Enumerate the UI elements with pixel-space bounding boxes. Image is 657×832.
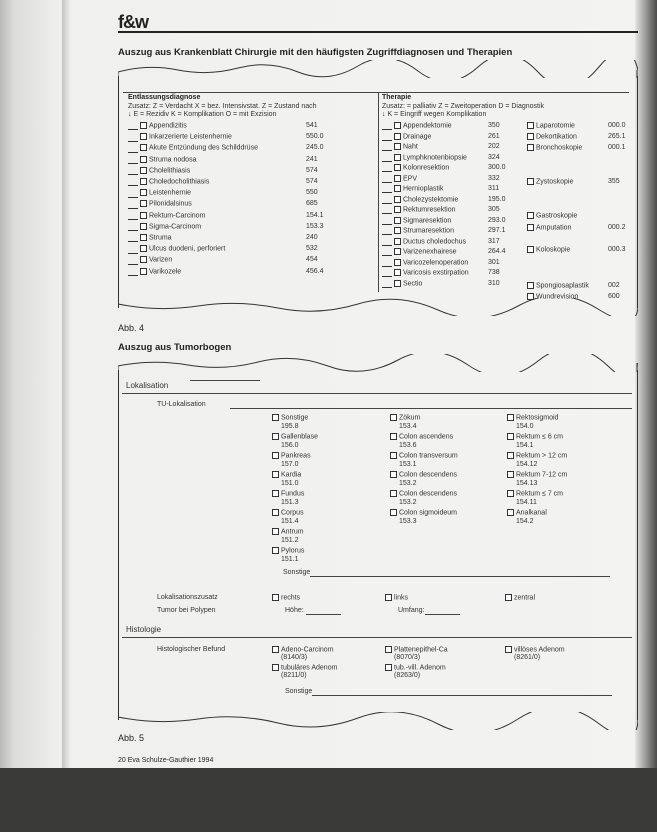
therapy-right-item: Gastroskopie (527, 212, 577, 220)
header-rule (118, 31, 638, 33)
diagnosis-item: Leistenhernie (128, 189, 191, 197)
checkbox[interactable] (507, 471, 514, 478)
checkbox[interactable] (140, 144, 147, 151)
tumor-location-option: Corpus (272, 509, 304, 517)
diagnosis-item-code: 454 (306, 256, 318, 264)
therapy-item: Kolonresektion (382, 164, 449, 172)
checkbox[interactable] (140, 122, 147, 129)
therapy-item: Cholezystektomie (382, 196, 458, 204)
diagnosis-item-code: 153.3 (306, 222, 324, 230)
checkbox[interactable] (390, 452, 397, 459)
diagnosis-item-code: 574 (306, 178, 318, 185)
checkbox[interactable] (507, 490, 514, 497)
checkbox[interactable] (507, 509, 514, 516)
tumor-location-code: 153.2 (399, 480, 417, 487)
checkbox[interactable] (394, 122, 401, 129)
diagnosis-item: Varizen (128, 256, 172, 264)
checkbox[interactable] (394, 206, 401, 213)
diagnosis-item: Ulcus duodeni, perforiert (128, 245, 225, 253)
therapy-legend-2: ↓ K = Eingriff wegen Komplikation (382, 111, 487, 118)
tumor-location-option: Fundus (272, 490, 304, 498)
checkbox[interactable] (140, 133, 147, 140)
therapy-right-item-code: 000.0 (608, 122, 626, 129)
publisher-logo: f&w (118, 12, 148, 32)
lok-zusatz-label: Lokalisationszusatz (157, 594, 218, 601)
figure1-caption: Abb. 4 (118, 323, 145, 333)
therapy-right-item: Dekortikation (527, 133, 577, 141)
tumor-location-code: 154.13 (516, 480, 538, 487)
tumor-location-code: 151.2 (281, 537, 299, 544)
tumor-location-code: 151.4 (281, 518, 299, 525)
therapy-right-item: Bronchoskopie (527, 144, 582, 152)
therapy-item-code: 261 (488, 132, 500, 140)
figure1-divider (378, 92, 379, 292)
lok-other-label: Sonstige (283, 569, 311, 576)
diagnosis-item: Inkarzerierte Leistenhernie (128, 133, 232, 141)
checkbox[interactable] (507, 452, 514, 459)
tumor-location-code: 154.12 (516, 461, 538, 468)
torn-edge-bottom-2 (118, 712, 638, 730)
therapy-item: Drainage (382, 133, 431, 141)
diagnosis-item: Cholelithiasis (128, 167, 190, 175)
diagnosis-item-code: 541 (306, 122, 318, 129)
therapy-right-item: Zystoskopie (527, 178, 573, 186)
checkbox[interactable] (140, 200, 147, 207)
tumor-location-option: Zökum (390, 414, 420, 422)
therapy-right-item-code: 600 (608, 293, 620, 300)
checkbox[interactable] (527, 224, 534, 231)
figure2-frame (118, 370, 638, 720)
therapy-right-item: Amputation (527, 224, 571, 232)
tu-lokalisation-label: TU-Lokalisation (157, 401, 206, 408)
histology-code: (8261/0) (514, 654, 541, 661)
therapy-right-item: Laparotomie (527, 122, 575, 130)
tumor-location-option: Pankreas (272, 452, 311, 460)
checkbox[interactable] (394, 238, 401, 245)
therapy-item-code: 738 (488, 269, 500, 276)
therapy-right-item-code: 002 (608, 282, 620, 289)
section-lokalisation: Lokalisation (126, 381, 169, 390)
tumor-location-code: 151.0 (281, 480, 299, 487)
lok-zusatz-rechts[interactable]: rechts (272, 594, 300, 602)
checkbox[interactable] (394, 154, 401, 161)
checkbox[interactable] (394, 280, 401, 287)
diagnosis-legend: Zusatz: Z = Verdacht X = bez. Intensivstat. Z = Zustand nach (128, 103, 317, 110)
page-edge-shadow (635, 0, 657, 770)
checkbox[interactable] (394, 133, 401, 140)
tumor-location-option: Antrum (272, 528, 304, 536)
checkbox[interactable] (390, 433, 397, 440)
tumor-location-option: Analkanal (507, 509, 547, 517)
checkbox[interactable] (385, 646, 392, 653)
tumor-location-code: 154.2 (516, 518, 534, 525)
histology-option: tub.-vill. Adenom (385, 664, 446, 672)
tumor-location-option: Gallenblase (272, 433, 318, 441)
checkbox[interactable] (390, 471, 397, 478)
tumor-location-code: 151.1 (281, 556, 299, 563)
therapy-item-code: 264.4 (488, 248, 506, 255)
therapy-right-item: Wundrevision (527, 293, 578, 301)
therapy-item-code: 324 (488, 153, 500, 161)
checkbox[interactable] (140, 167, 147, 174)
figure1-inner-rule (123, 92, 629, 93)
polyp-label: Tumor bei Polypen (157, 607, 216, 614)
therapy-heading: Therapie (382, 94, 412, 101)
checkbox[interactable] (140, 256, 147, 263)
therapy-item-code: 350 (488, 122, 500, 129)
therapy-item: Rektumresektion (382, 206, 456, 214)
checkbox[interactable] (527, 144, 534, 151)
checkbox[interactable] (394, 164, 401, 171)
checkbox[interactable] (272, 471, 279, 478)
tumor-location-option: Kardia (272, 471, 301, 479)
lokalisation-field-line (190, 380, 260, 381)
tumor-location-option: Colon ascendens (390, 433, 453, 441)
histo-sub-label: Histologischer Befund (157, 646, 226, 653)
therapy-item: Sigmaresektion (382, 217, 451, 225)
therapy-item-code: 305 (488, 206, 500, 213)
checkbox[interactable] (140, 189, 147, 196)
tumor-location-option: Rektum 7-12 cm (507, 471, 567, 479)
figure1-title: Auszug aus Krankenblatt Chirurgie mit den häufigsten Zugriffdiagnosen und Therapien (118, 47, 513, 58)
therapy-item: Hernioplastik (382, 185, 443, 193)
polyp-umfang-line[interactable] (425, 614, 460, 615)
tumor-location-code: 157.0 (281, 461, 299, 468)
checkbox[interactable] (272, 414, 279, 421)
tumor-location-option: Rektum ≤ 7 cm (507, 490, 563, 498)
therapy-item: Sectio (382, 280, 422, 288)
tumor-location-option: Pylorus (272, 547, 304, 555)
therapy-item: Appendektomie (382, 122, 452, 130)
checkbox[interactable] (140, 223, 147, 230)
diagnosis-item: Struma (128, 234, 172, 242)
checkbox[interactable] (140, 245, 147, 252)
tumor-location-code: 151.3 (281, 499, 299, 506)
tumor-location-code: 153.4 (399, 423, 417, 430)
polyp-hoehe: Höhe: (285, 607, 304, 614)
checkbox[interactable] (394, 227, 401, 234)
therapy-item: EPV (382, 175, 417, 183)
therapy-item-code: 332 (488, 174, 500, 182)
figure2-caption: Abb. 5 (118, 733, 145, 743)
checkbox[interactable] (385, 664, 392, 671)
polyp-umfang: Umfang: (398, 607, 425, 614)
checkbox[interactable] (272, 664, 279, 671)
diagnosis-item-code: 550.0 (306, 133, 324, 141)
therapy-right-item-code: 000.1 (608, 144, 626, 151)
lok-other-line[interactable] (310, 576, 610, 577)
diagnosis-item-code: 550 (306, 189, 318, 197)
therapy-item-code: 300.0 (488, 164, 506, 171)
histology-code: (8140/3) (281, 654, 308, 661)
tumor-location-option: Colon descendens (390, 471, 457, 479)
lokalisation-rule (122, 393, 632, 394)
therapy-right-item: Spongiosaplastik (527, 282, 589, 290)
tumor-location-code: 153.6 (399, 442, 417, 449)
therapy-item: Varizenexhairese (382, 248, 457, 256)
tumor-location-code: 154.1 (516, 442, 534, 449)
checkbox[interactable] (394, 143, 401, 150)
therapy-item: Lymphknotenbiopsie (382, 154, 467, 162)
checkbox[interactable] (527, 293, 534, 300)
tumor-location-code: 154.0 (516, 423, 534, 430)
histologie-rule (122, 637, 632, 638)
checkbox[interactable] (140, 212, 147, 219)
tu-lokalisation-rule (230, 408, 632, 409)
therapy-item-code: 293.0 (488, 216, 506, 224)
checkbox[interactable] (527, 133, 534, 140)
histo-other-line[interactable] (312, 695, 612, 696)
checkbox[interactable] (140, 156, 147, 163)
checkbox[interactable] (390, 490, 397, 497)
checkbox[interactable] (272, 528, 279, 535)
diagnosis-item-code: 245.0 (306, 144, 324, 152)
therapy-item: Strumaresektion (382, 227, 454, 235)
therapy-right-item: Koloskopie (527, 246, 570, 254)
checkbox[interactable] (505, 646, 512, 653)
checkbox[interactable] (390, 509, 397, 516)
checkbox[interactable] (394, 259, 401, 266)
tumor-location-code: 153.2 (399, 499, 417, 506)
diagnosis-legend-2: ↓ E = Rezidiv K = Komplikation O = mit Exzision (128, 111, 277, 118)
diagnosis-item-code: 240 (306, 234, 318, 241)
therapy-item: Naht (382, 143, 418, 151)
checkbox[interactable] (272, 646, 279, 653)
diagnosis-item: Appendizitis (128, 122, 187, 130)
tumor-location-option: Rektosigmoid (507, 414, 558, 422)
tumor-location-code: 154.11 (516, 499, 537, 506)
histology-option: Plattenepithel-Ca (385, 646, 448, 654)
page-footer: 20 Eva Schulze-Gauthier 1994 (118, 757, 214, 764)
therapy-right-item-code: 355 (608, 178, 620, 185)
checkbox[interactable] (394, 248, 401, 255)
section-histologie: Histologie (126, 625, 162, 634)
therapy-right-item-code: 000.3 (608, 246, 626, 253)
scan-border (0, 768, 657, 832)
checkbox[interactable] (390, 414, 397, 421)
checkbox[interactable] (394, 175, 401, 182)
tumor-location-option: Colon sigmoideum (390, 509, 457, 517)
therapy-item-code: 310 (488, 279, 500, 287)
tumor-location-code: 195.8 (281, 423, 299, 430)
therapy-item-code: 317 (488, 237, 500, 245)
diagnosis-heading: Entlassungsdiagnose (128, 94, 201, 101)
therapy-item-code: 202 (488, 143, 500, 150)
checkbox[interactable] (272, 452, 279, 459)
diagnosis-item-code: 154.1 (306, 211, 324, 219)
checkbox[interactable] (272, 490, 279, 497)
therapy-right-item-code: 265.1 (608, 133, 626, 140)
therapy-item-code: 301 (488, 258, 500, 266)
checkbox[interactable] (527, 282, 534, 289)
figure2-title: Auszug aus Tumorbogen (118, 342, 232, 353)
histo-other-label: Sonstige (285, 688, 313, 695)
therapy-item-code: 297.1 (488, 227, 506, 234)
checkbox[interactable] (527, 246, 534, 253)
therapy-item: Varicosis exstirpation (382, 269, 469, 277)
diagnosis-item: Struma nodosa (128, 156, 196, 164)
book-binding (62, 0, 70, 770)
tumor-location-option: Rektum ≤ 6 cm (507, 433, 563, 441)
checkbox[interactable] (272, 509, 279, 516)
polyp-hoehe-line[interactable] (306, 614, 341, 615)
therapy-legend: Zusatz: = palliativ Z = Zweitoperation D = Diagnostik (382, 103, 545, 110)
histology-code: (8070/3) (394, 654, 421, 661)
tumor-location-code: 153.1 (399, 461, 417, 468)
tumor-location-code: 156.0 (281, 442, 299, 449)
checkbox[interactable] (527, 212, 534, 219)
checkbox[interactable] (272, 547, 279, 554)
lok-zusatz-links[interactable]: links (385, 594, 408, 602)
diagnosis-item: Sigma-Carcinom (128, 223, 201, 231)
histology-option: Adeno-Carcinom (272, 646, 334, 654)
diagnosis-item: Choledocholithiasis (128, 178, 209, 186)
checkbox[interactable] (527, 122, 534, 129)
tumor-location-code: 153.3 (399, 518, 417, 525)
histology-code: (8211/0) (281, 672, 307, 679)
diagnosis-item-code: 532 (306, 245, 318, 253)
lok-zusatz-zentral[interactable]: zentral (505, 594, 535, 602)
checkbox[interactable] (527, 178, 534, 185)
checkbox[interactable] (394, 269, 401, 276)
therapy-item: Ductus choledochus (382, 238, 466, 246)
checkbox[interactable] (507, 433, 514, 440)
diagnosis-item-code: 685 (306, 200, 318, 208)
diagnosis-item-code: 574 (306, 166, 318, 174)
histology-option: tubuläres Adenom (272, 664, 337, 672)
histology-code: (8263/0) (394, 672, 421, 679)
checkbox[interactable] (394, 196, 401, 203)
diagnosis-item: Varikozele (128, 268, 181, 276)
diagnosis-item: Pilonidalsinus (128, 200, 192, 208)
therapy-item-code: 195.0 (488, 195, 506, 203)
checkbox[interactable] (140, 268, 147, 275)
checkbox[interactable] (140, 234, 147, 241)
therapy-right-item-code: 000.2 (608, 224, 626, 231)
diagnosis-item: Akute Entzündung des Schilddrüse (128, 144, 258, 152)
checkbox[interactable] (507, 414, 514, 421)
tumor-location-option: Colon descendens (390, 490, 457, 498)
diagnosis-item-code: 456.4 (306, 267, 324, 275)
tumor-location-option: Colon transversum (390, 452, 458, 460)
therapy-item: Varicozelenoperation (382, 259, 468, 267)
diagnosis-item-code: 241 (306, 155, 318, 163)
diagnosis-item: Rektum-Carcinom (128, 212, 205, 220)
therapy-item-code: 311 (488, 185, 500, 192)
histology-option: villöses Adenom (505, 646, 565, 654)
tumor-location-option: Sonstige (272, 414, 308, 422)
checkbox[interactable] (394, 217, 401, 224)
checkbox[interactable] (394, 185, 401, 192)
checkbox[interactable] (272, 433, 279, 440)
checkbox[interactable] (140, 178, 147, 185)
tumor-location-option: Rektum > 12 cm (507, 452, 567, 460)
